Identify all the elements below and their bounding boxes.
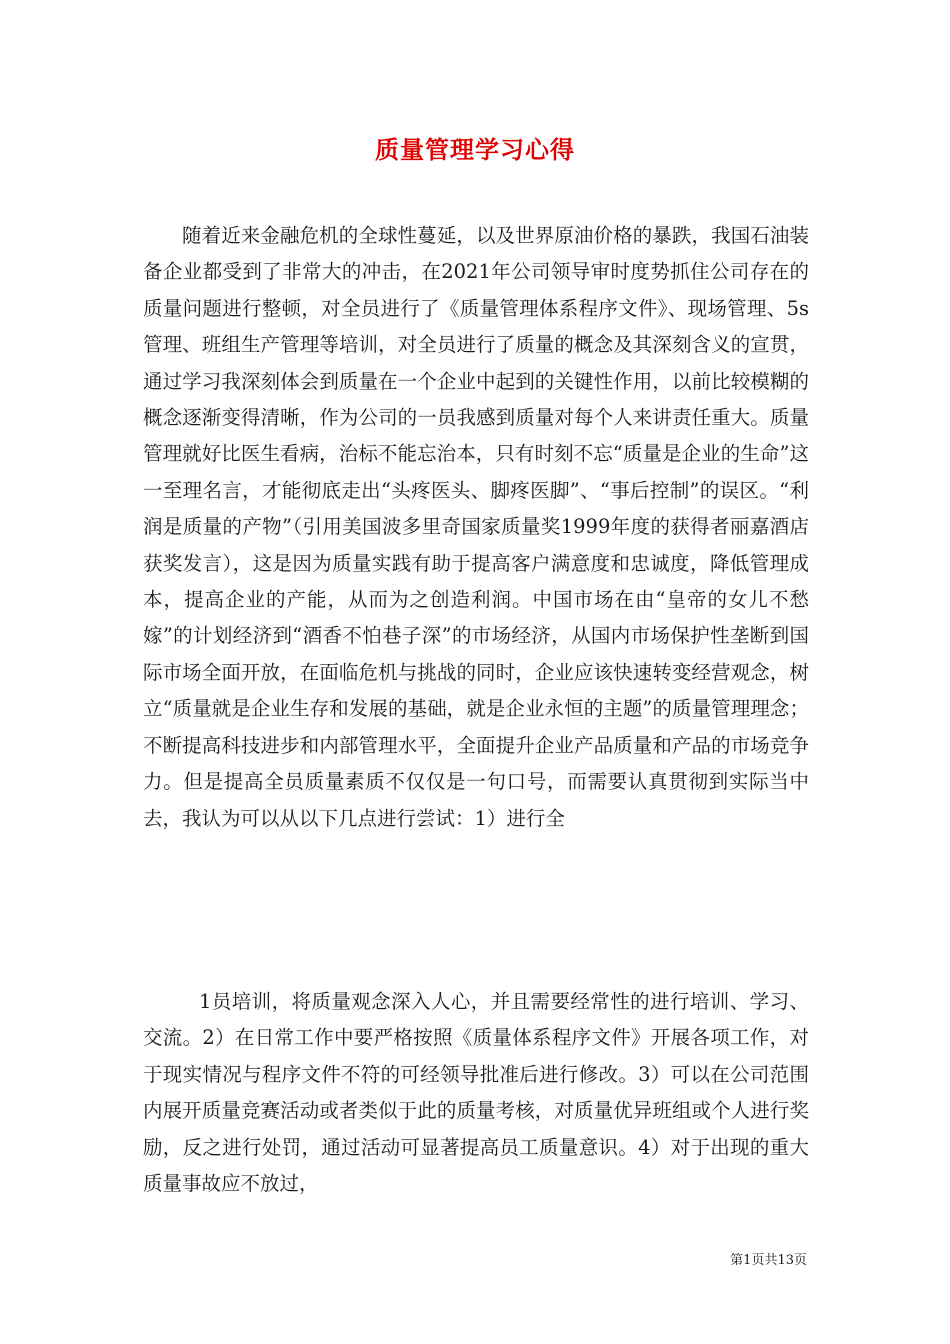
- paragraph-2: 1员培训，将质量观念深入人心，并且需要经常性的进行培训、学习、交流。2）在日常工作中要严格按照《质量体系程序文件》开展各项工作，对于现实情况与程序文件不符的可经领导批准后进行修改。3）可以在公司范围内展开质量竞赛活动或者类似于此的质量考核，对质量优异班组或个人进行奖励，反之进行处罚，通过活动可显著提高员工质量意识。4）对于出现的重大质量事故应不放过，: [143, 990, 809, 1196]
- page-number-footer: 第1页共13页: [730, 1253, 807, 1268]
- document-title: 质量管理学习心得: [375, 136, 575, 164]
- paragraph-1: 随着近来金融危机的全球性蔓延，以及世界原油价格的暴跌，我国石油装备企业都受到了非常大的冲击，在2021年公司领导审时度势抓住公司存在的质量问题进行整顿，对全员进行了《质量管理体系程序文件》、现场管理、5s管理、班组生产管理等培训，对全员进行了质量的概念及其深刻含义的宣贯，通过学习我深刻体会到质量在一个企业中起到的关键性作用，以前比较模糊的概念逐渐变得清晰，作为公司的一员我感到质量对每个人来讲责任重大。质量管理就好比医生看病，治标不能忘治本，只有时刻不忘“质量是企业的生命”这一至理名言，才能彻底走出“头疼医头、脚疼医脚”、“事后控制”的误区。“利润是质量的产物”（引用美国波多里奇国家质量奖1999年度的获得者丽嘉酒店获奖发言），这是因为质量实践有助于提高客户满意度和忠诚度，降低管理成本，提高企业的产能，从而为之创造利润。中国市场在由“皇帝的女儿不愁嫁”的计划经济到“酒香不怕巷子深”的市场经济，从国内市场保护性垄断到国际市场全面开放，在面临危机与挑战的同时，企业应该快速转变经营观念，树立“质量就是企业生存和发展的基础，就是企业永恒的主题”的质量管理理念；不断提高科技进步和内部管理水平，全面提升企业产品质量和产品的市场竞争力。但是提高全员质量素质不仅仅是一句口号，而需要认真贯彻到实际当中去，我认为可以从以下几点进行尝试：1）进行全: [143, 224, 809, 830]
